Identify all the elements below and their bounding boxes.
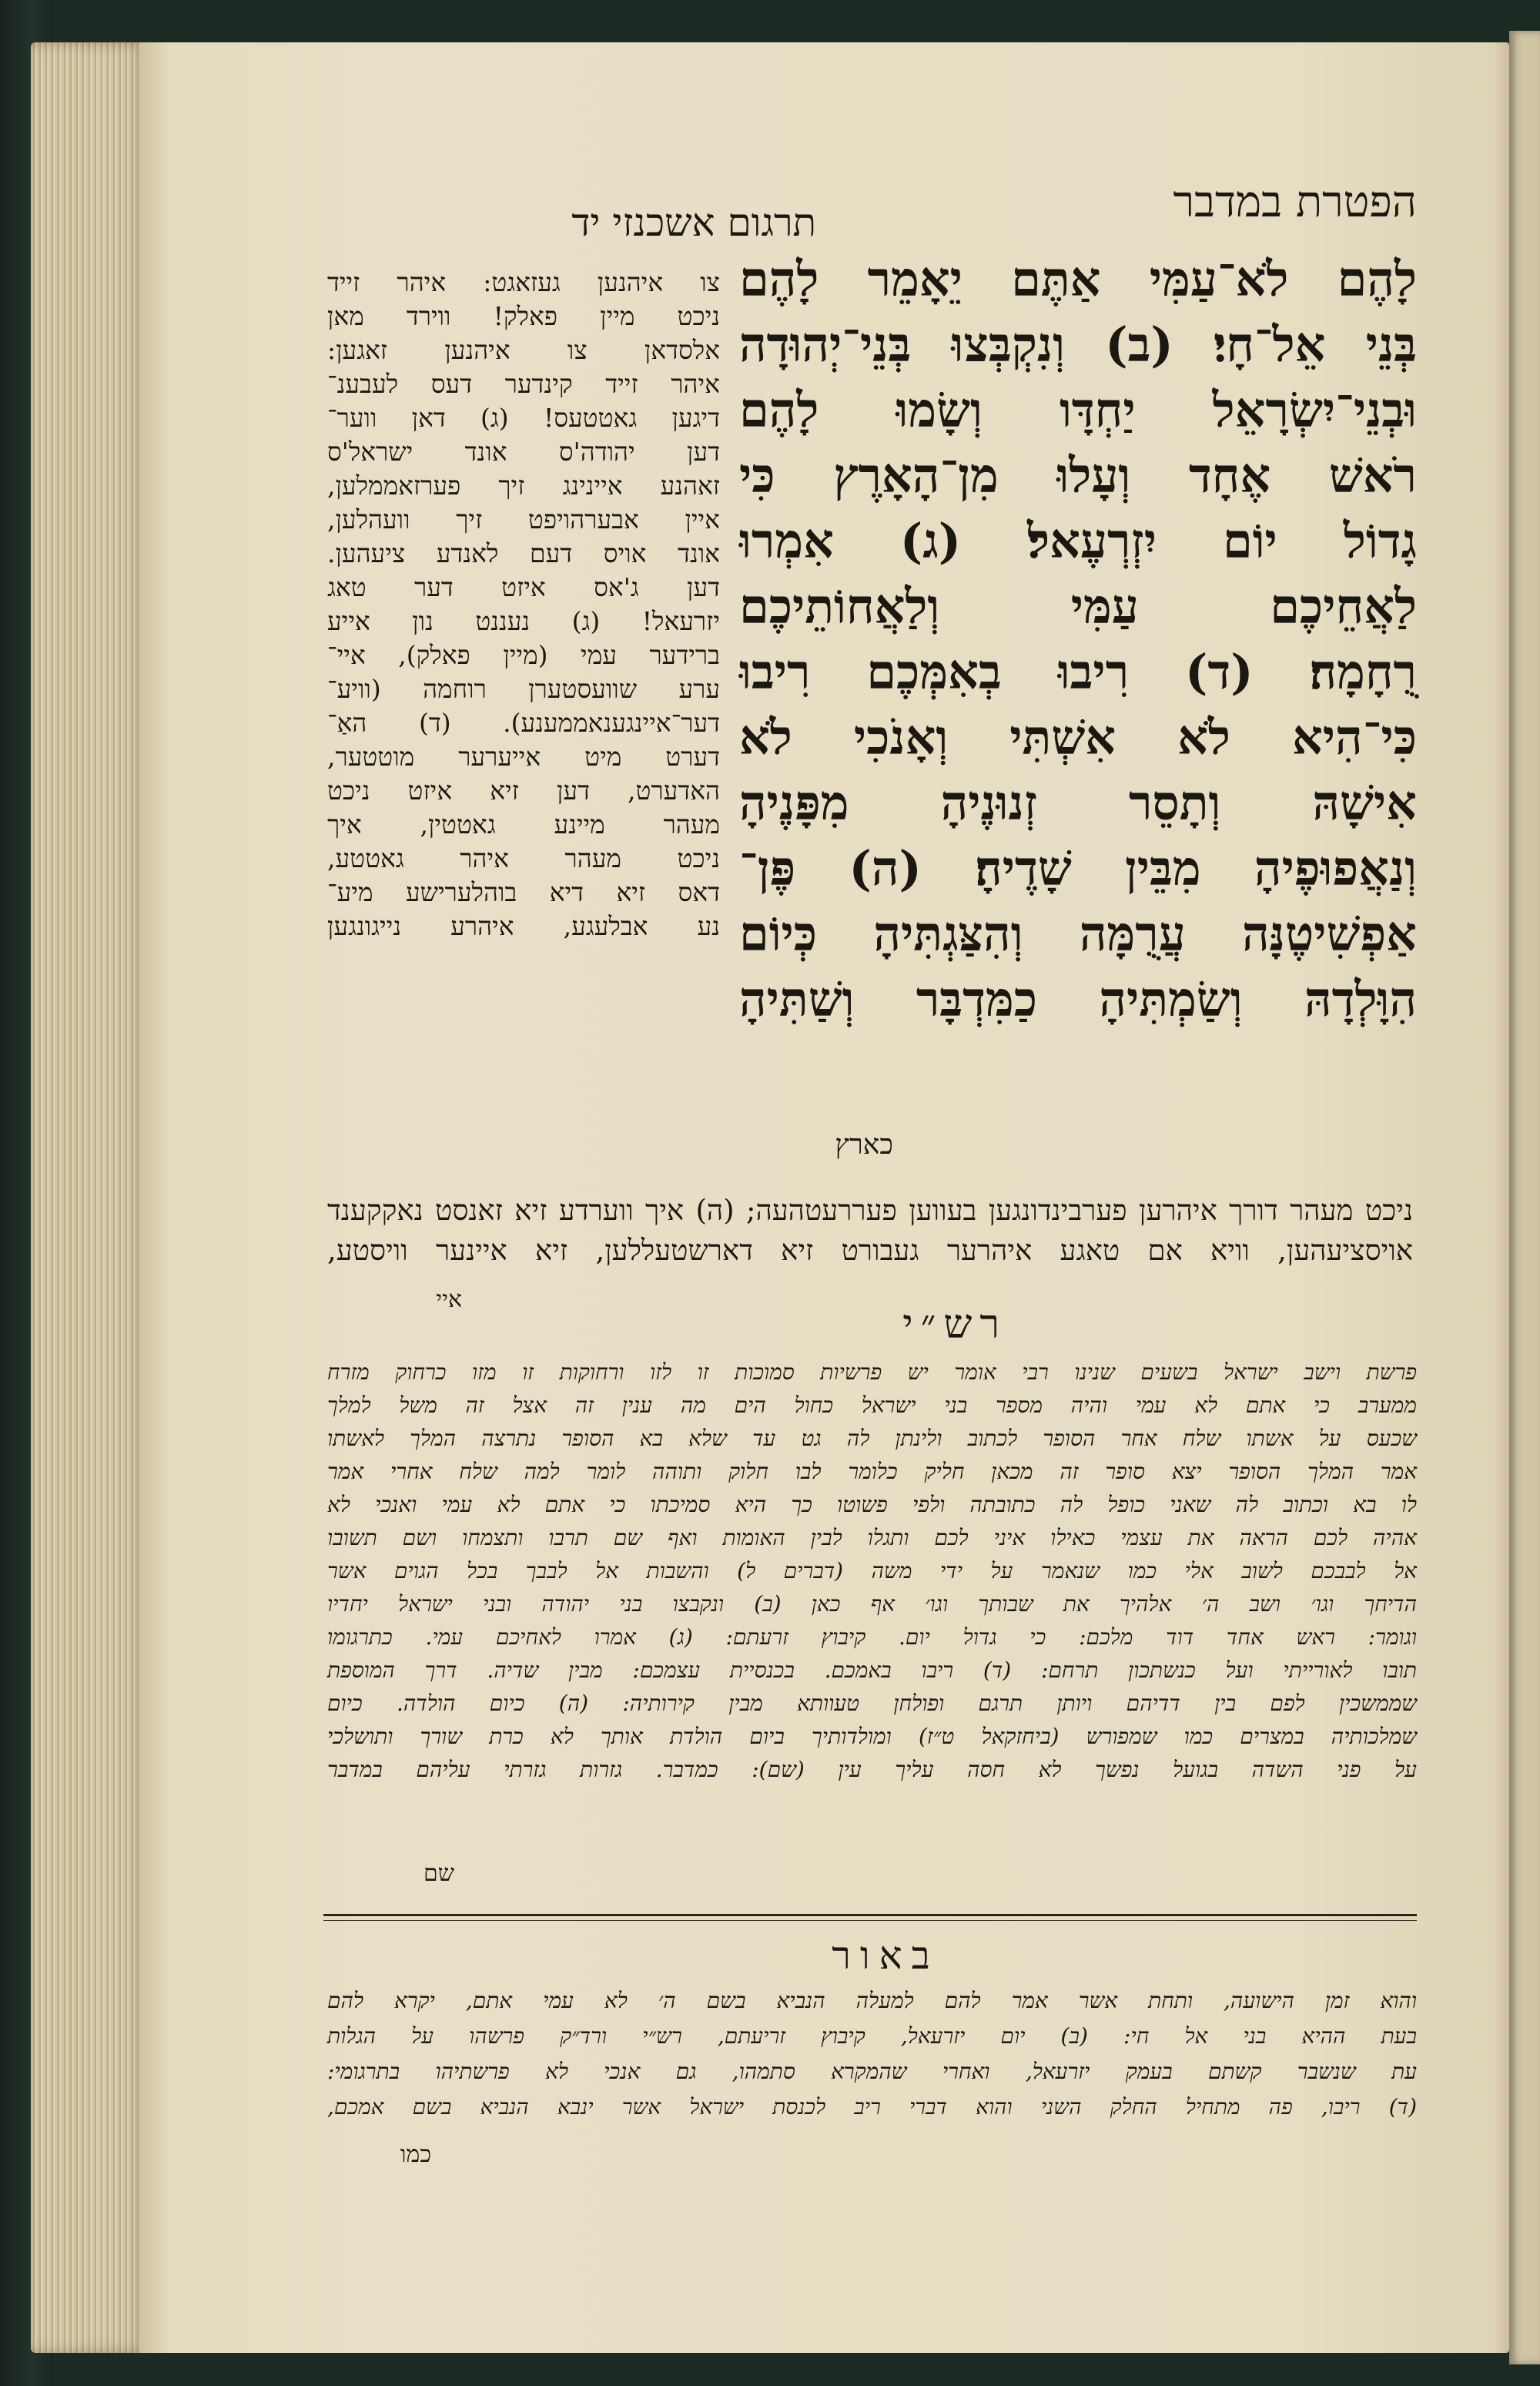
rashi-line: פרשת וישב ישראל בשעים שנינו רבי אומר יש פרשיות סמוכות זו לזו ורחוקות זו מזו כרחוק מזרח bbox=[327, 1359, 1417, 1385]
targum-line: אלסדאן צו איהנען זאגען: bbox=[327, 335, 720, 365]
biur-catchword: כמו bbox=[400, 2141, 431, 2168]
biur-line: בעת ההיא בני אל חי: (ב) יום יזרעאל, קיבוץ זריעתם, רש״י ורד״ק פרשהו על הגלות bbox=[327, 2023, 1417, 2049]
targum-line: זאהנע איינינג זיך פערזאממלען, bbox=[327, 471, 720, 501]
hebrew-line: לַאֲחֵיכֶם עַמִּי וְלַאֲחוֹתֵיכֶם bbox=[739, 578, 1417, 635]
targum-line: דאס זיא דיא בוהלערישע מיע־ bbox=[327, 877, 720, 907]
hebrew-line: וּבְנֵי־יִשְׂרָאֵל יַחְדָּו וְשָׂמוּ לָהֶם bbox=[739, 382, 1417, 438]
targum-line: ערע שוועסטערן רוחמה (וויע־ bbox=[327, 674, 720, 704]
rashi-line: ממערב כי אתם לא עמי והיה מספר בני ישראל כחול הים מה ענין זה אצל זה משל למלך bbox=[327, 1392, 1417, 1418]
targum-line: דען ג'אס איזט דער טאג bbox=[327, 572, 720, 602]
targum-line: מעהר מיינע גאטטין, איך bbox=[327, 809, 720, 839]
targum-line: דער־איינגענאממענע). (ד) האַ־ bbox=[327, 708, 720, 738]
hebrew-line: גָדוֹל יוֹם יִזְרְעֶאל׃ (ג) אִמְרוּ bbox=[739, 513, 1417, 569]
targum-catchword: איי bbox=[436, 1286, 462, 1313]
targum-line: דען יהודה'ס אונד ישראל'ס bbox=[327, 437, 720, 467]
rashi-line: וגומר: ראש אחד דוד מלכם: כי גדול יום. קיבוץ זרעתם: (ג) אמרו לאחיכם עמי. כתרגומו bbox=[327, 1624, 1417, 1650]
rashi-line: שמלכותיה במצרים כמו שמפורש (ביחזקאל ט״ז) ומולדותיך ביום הולדת אותך לא כרת שורך ותושלכי bbox=[327, 1724, 1417, 1749]
targum-running-header: תרגום אשכנזי יד bbox=[571, 200, 816, 245]
rashi-catchword: שם bbox=[424, 1860, 454, 1887]
targum-line: אונד אויס דעם לאנדע ציעהען. bbox=[327, 538, 720, 568]
hebrew-line: רֻחָמָה׃ (ד) רִיבוּ בְאִמְּכֶם רִיבוּ bbox=[739, 644, 1417, 700]
targum-wide-line: אויסציעהען, וויא אם טאגע איהרער געבורט זיא דארשטעללען, זיא איינער וויסטע, bbox=[327, 1234, 1413, 1267]
targum-wide-line: ניכט מעהר דורך איהרען פערבינדונגען בעווען פעררעטהעה; (ה) איך ווערדע זיא זאנסט נאקקענד bbox=[327, 1194, 1413, 1227]
rashi-line: שכעס על אשתו שלח אחר הסופר לכתוב ולינתן לה גט עד שלא בא הסופר נתרצה המלך לאשתו bbox=[327, 1426, 1417, 1451]
hebrew-line: הִוָּלְדָהּ וְשַׂמְתִּיהָ כַמִּדְבָּר וְשַׁתִּיהָ bbox=[739, 971, 1417, 1027]
targum-line: איין אבערהויפט זיך וועהלען, bbox=[327, 504, 720, 535]
biur-line: (ד) ריבו, פה מתחיל החלק השני והוא דברי ריב לכנסת ישראל אשר ינבא הנביא בשם אמכם, bbox=[327, 2094, 1417, 2120]
targum-line: ניכט מיין פאלק! ווירד מאן bbox=[327, 301, 720, 331]
hebrew-catchword: כארץ bbox=[835, 1129, 893, 1161]
rashi-line: אמר המלך הסופר יצא סופר זה מכאן חליק כלומר לבו חלוק ותוהה לומר למה שלח אחרי אמר bbox=[327, 1459, 1417, 1484]
targum-line: נע אבלעגע, איהרע נייגונגען bbox=[327, 911, 720, 941]
rashi-line: אהיה לכם הראה את עצמי כאילו איני לכם ותגלו לבין האומות ואף שם תרבו ותצמחו ושם תשובו bbox=[327, 1525, 1417, 1550]
biur-header: באור bbox=[832, 1933, 939, 1978]
targum-line: יזרעאל! (ג) נעננט נון אייע bbox=[327, 606, 720, 636]
targum-line: צו איהנען געזאגט: איהר זייד bbox=[327, 267, 720, 297]
biur-commentary bbox=[327, 1983, 1417, 2125]
rashi-line: על פני השדה בגועל נפשך לא חסה עליך עין (שם): כמדבר. גזרות גזרתי עליהם במדבר bbox=[327, 1757, 1417, 1782]
targum-line: ברידער עמי (מיין פאלק), איי־ bbox=[327, 640, 720, 670]
rashi-header: רש״י bbox=[902, 1302, 1007, 1348]
targum-line: איהר זייד קינדער דעס לעבענ־ bbox=[327, 369, 720, 399]
hebrew-line: אַפְשִׁיטֶנָּה עֲרֻמָּה וְהִצַּגְתִּיהָ כְּיוֹם bbox=[739, 906, 1417, 962]
facing-page-edge bbox=[1509, 31, 1540, 2364]
section-divider-thin bbox=[323, 1920, 1417, 1921]
targum-line: האדערט, דען זיא איזט ניכט bbox=[327, 776, 720, 806]
page-stack-edges bbox=[31, 42, 146, 2353]
targum-wide-lines bbox=[327, 1191, 1413, 1271]
hebrew-line: רֹאשׁ אֶחָד וְעָלוּ מִן־הָאָרֶץ כִּי bbox=[739, 447, 1417, 504]
rashi-line: שממשכין לפם בין דדיהם ויותן תרגם ופולחן טעוותא מבין קירותיה: (ה) כיום הולדה. כיום bbox=[327, 1691, 1417, 1716]
biur-line: והוא זמן הישועה, ותחת אשר אמר להם למעלה הנביא בשם ה׳ לא עמי אתם, יקרא להם bbox=[327, 1988, 1417, 2013]
hebrew-text-column bbox=[739, 246, 1417, 1032]
hebrew-line: לָהֶם לֹא־עַמִּי אַתֶּם יֵאָמֵר לָהֶם bbox=[739, 251, 1417, 307]
targum-line: ניכט מעהר איהר גאטטע, bbox=[327, 843, 720, 873]
biur-line: עת שנשבר קשתם בעמק יזרעאל, ואחרי שהמקרא סתמהו, גם אנכי לא פרשתיהו בתרגומי: bbox=[327, 2059, 1417, 2084]
hebrew-line: וְנַאֲפוּפֶיהָ מִבֵּין שָׁדֶיהָ׃ (ה) פֶּן־ bbox=[739, 840, 1417, 896]
section-divider bbox=[323, 1914, 1417, 1916]
rashi-line: אל לבבכם לשוב אלי כמו שנאמר על ידי משה (דברים ל) והשבות אל לבבך בכל הגוים אשר bbox=[327, 1558, 1417, 1583]
hebrew-line: בְּנֵי אֵל־חָי׃ (ב) וְנִקְבְּצוּ בְּנֵי־יְהוּדָה bbox=[739, 317, 1417, 373]
targum-line: דערט מיט אייערער מוטטער, bbox=[327, 742, 720, 772]
rashi-commentary bbox=[327, 1356, 1417, 1786]
hebrew-line: אִישָׁהּ וְתָסֵר זְנוּנֶיהָ מִפָּנֶיהָ bbox=[739, 775, 1417, 831]
main-running-header: הפטרת במדבר bbox=[1173, 177, 1417, 227]
rashi-line: הדיחך וגו׳ ושב ה׳ אלהיך את שבותך וגו׳ אף כאן (ב) ונקבצו בני יהודה ובני ישראל יחדיו bbox=[327, 1591, 1417, 1617]
targum-line: דיגען גאטטעס! (ג) דאן ווער־ bbox=[327, 403, 720, 433]
hebrew-line: כִּי־הִיא לֹא אִשְׁתִּי וְאָנֹכִי לֹא bbox=[739, 709, 1417, 766]
rashi-line: לו בא וכתוב לה שאני כופל לה כתובתה ולפי פשוטו כך היא סמיכתו כי אתם לא עמי ואנכי לא bbox=[327, 1492, 1417, 1517]
rashi-line: תובו לאורייתי ועל כנשתכון תרחם: (ד) ריבו באמכם. בכנסיית עצמכם: מבין שדיה. דרך המוספת bbox=[327, 1657, 1417, 1683]
targum-column bbox=[327, 266, 720, 943]
